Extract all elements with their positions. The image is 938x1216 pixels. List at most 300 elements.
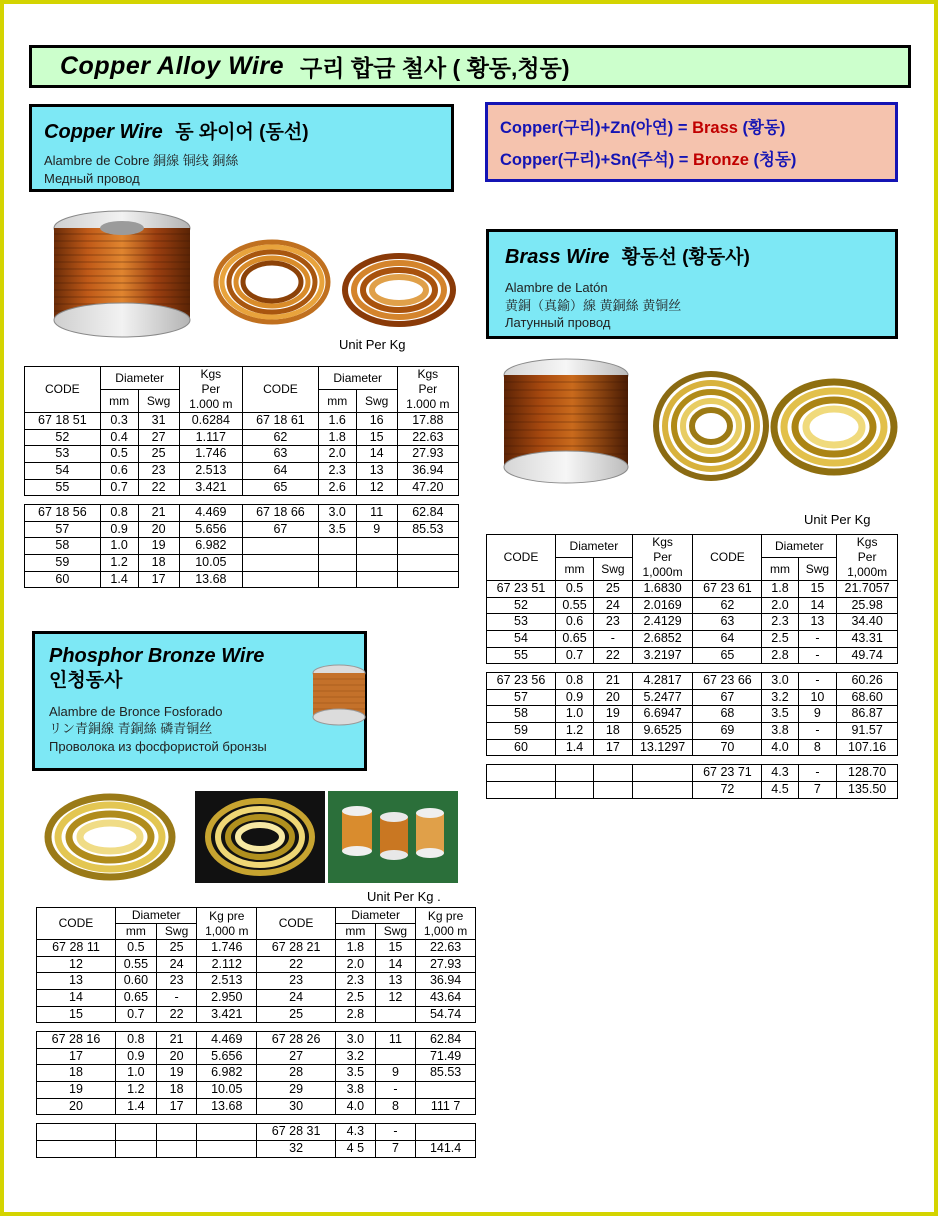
right-kgs: 60.26 [837, 673, 898, 690]
brass-col-diameter: Diameter [556, 535, 633, 558]
right-mm: 3.2 [762, 689, 798, 706]
right-kgs: 62.84 [416, 1032, 476, 1049]
left-code: 67 18 51 [25, 413, 101, 430]
table-row [25, 571, 459, 588]
right-kgs [416, 1124, 476, 1141]
table-group-separator [37, 1115, 476, 1124]
phosphor-header-en: Phosphor Bronze Wire [49, 645, 265, 667]
brass-coil-photo [646, 361, 776, 491]
brass-col-kgs-line2: Per [653, 550, 672, 564]
copper-col-kgs [179, 367, 242, 413]
right-code [243, 571, 319, 588]
left-code [487, 781, 556, 798]
phosphor-coil-photo-1 [32, 787, 192, 887]
right-mm: 4.0 [336, 1098, 376, 1115]
left-swg: 24 [594, 597, 633, 614]
left-kgs [632, 781, 693, 798]
table-row [37, 1032, 476, 1049]
left-swg: 22 [156, 1006, 197, 1023]
copper-wire-table [24, 366, 459, 588]
right-mm [318, 538, 356, 555]
brass-col-kgs-line3: 1,000m [642, 565, 683, 579]
right-code: 67 28 26 [257, 1032, 336, 1049]
right-swg: 15 [798, 581, 837, 598]
left-kgs: 3.421 [197, 1006, 257, 1023]
right-mm: 1.8 [762, 581, 798, 598]
formula-bronze-right: (청동) [748, 151, 797, 169]
right-swg: 7 [798, 781, 837, 798]
table-row [487, 647, 898, 664]
right-mm: 3.5 [762, 706, 798, 723]
left-mm [115, 1140, 156, 1157]
left-mm: 1.2 [115, 1082, 156, 1099]
left-code: 53 [487, 614, 556, 631]
table-header-row [37, 908, 476, 924]
left-code: 59 [487, 723, 556, 740]
right-kgs: 43.31 [837, 630, 898, 647]
left-code [37, 1124, 116, 1141]
table-row [25, 555, 459, 572]
right-code: 25 [257, 1006, 336, 1023]
right-code: 29 [257, 1082, 336, 1099]
left-swg [156, 1124, 197, 1141]
right-swg: 7 [375, 1140, 416, 1157]
brass-header-kr: 황동선 (황동사) [621, 247, 750, 268]
copper-col-mm-2: mm [318, 390, 356, 413]
right-kgs: 91.57 [837, 723, 898, 740]
right-swg: 11 [356, 505, 397, 522]
left-swg: 22 [594, 647, 633, 664]
right-kgs [416, 1082, 476, 1099]
left-mm: 0.60 [115, 973, 156, 990]
phosphor-col-mm: mm [115, 924, 156, 940]
table-row [25, 413, 459, 430]
right-kgs: 36.94 [397, 462, 458, 479]
left-code: 52 [25, 429, 101, 446]
left-mm: 1.0 [556, 706, 594, 723]
right-code: 32 [257, 1140, 336, 1157]
right-swg [375, 1048, 416, 1065]
left-kgs: 1.746 [179, 446, 242, 463]
copper-col-swg: Swg [138, 390, 179, 413]
right-kgs: 25.98 [837, 597, 898, 614]
right-swg: - [798, 647, 837, 664]
brass-spool-photo [486, 349, 646, 499]
brass-col-mm: mm [556, 558, 594, 581]
right-code: 64 [693, 630, 762, 647]
copper-col-code-2: CODE [243, 367, 319, 413]
left-code: 20 [37, 1098, 116, 1115]
copper-col-swg-2: Swg [356, 390, 397, 413]
brass-coil-photo-2 [766, 367, 898, 492]
copper-header-kr: 동 와이어 (동선) [175, 122, 309, 143]
left-code: 14 [37, 989, 116, 1006]
right-code: 24 [257, 989, 336, 1006]
table-group-separator [487, 756, 898, 765]
left-code: 13 [37, 973, 116, 990]
phosphor-col-code: CODE [37, 908, 116, 940]
phosphor-col-diameter: Diameter [115, 908, 196, 924]
left-code: 67 23 51 [487, 581, 556, 598]
copper-col-code: CODE [25, 367, 101, 413]
left-swg: 20 [156, 1048, 197, 1065]
right-swg: - [375, 1124, 416, 1141]
left-mm: 0.6 [556, 614, 594, 631]
copper-wire-photo-group [32, 200, 472, 350]
right-swg: - [798, 630, 837, 647]
left-kgs: 1.746 [197, 940, 257, 957]
left-mm: 0.8 [115, 1032, 156, 1049]
right-code: 67 23 66 [693, 673, 762, 690]
right-code: 62 [243, 429, 319, 446]
phosphor-spool-icon [304, 659, 374, 739]
left-mm: 0.4 [100, 429, 138, 446]
right-mm: 1.8 [318, 429, 356, 446]
copper-col-diameter-2: Diameter [318, 367, 397, 390]
left-code: 67 28 16 [37, 1032, 116, 1049]
copper-header-en: Copper Wire [44, 121, 163, 143]
brass-col-code: CODE [487, 535, 556, 581]
left-kgs: 13.1297 [632, 739, 693, 756]
right-mm: 2.5 [762, 630, 798, 647]
alloy-formula-box [485, 102, 898, 182]
table-row [487, 765, 898, 782]
right-code: 27 [257, 1048, 336, 1065]
left-kgs: 6.982 [197, 1065, 257, 1082]
phosphor-col-kg2-line2: 1,000 m [423, 923, 468, 938]
right-kgs: 43.64 [416, 989, 476, 1006]
right-code: 69 [693, 723, 762, 740]
left-mm: 1.0 [100, 538, 138, 555]
copper-col-mm: mm [100, 390, 138, 413]
left-kgs: 5.656 [179, 521, 242, 538]
right-code: 64 [243, 462, 319, 479]
formula-brass-right: (황동) [737, 119, 786, 137]
right-kgs: 85.53 [416, 1065, 476, 1082]
left-code: 57 [25, 521, 101, 538]
right-mm [318, 555, 356, 572]
brass-col-kgs2-line2: Per [857, 550, 877, 564]
left-mm: 0.65 [115, 989, 156, 1006]
left-code [487, 765, 556, 782]
phosphor-unit-label: Unit Per Kg . [367, 889, 441, 904]
formula-line-bronze [500, 146, 895, 170]
right-code: 68 [693, 706, 762, 723]
page-title-banner [29, 45, 911, 88]
left-mm [556, 781, 594, 798]
left-mm: 0.7 [115, 1006, 156, 1023]
brass-subtitle-3: Латунный провод [505, 315, 611, 331]
left-mm: 0.9 [556, 689, 594, 706]
left-mm: 0.5 [115, 940, 156, 957]
table-row [487, 581, 898, 598]
right-mm: 4.0 [762, 739, 798, 756]
brass-col-kgs2-line1: Kgs [856, 535, 878, 549]
right-swg: - [798, 673, 837, 690]
right-code: 67 28 21 [257, 940, 336, 957]
copper-col-kgs2-line2: Per [418, 382, 438, 396]
phosphor-header-kr: 인청동사 [49, 670, 123, 691]
right-code: 22 [257, 956, 336, 973]
left-swg: 19 [138, 538, 179, 555]
right-swg: 13 [375, 973, 416, 990]
page-title-kr: 구리 합금 철사 ( 황동,청동) [300, 55, 570, 81]
right-swg: 8 [375, 1098, 416, 1115]
right-kgs: 111 7 [416, 1098, 476, 1115]
right-mm: 2.3 [762, 614, 798, 631]
right-kgs: 27.93 [397, 446, 458, 463]
copper-coil-photo [207, 220, 337, 340]
table-row [37, 1082, 476, 1099]
table-row [25, 505, 459, 522]
left-swg: 25 [156, 940, 197, 957]
left-kgs: 9.6525 [632, 723, 693, 740]
right-kgs: 34.40 [837, 614, 898, 631]
table-header-row [487, 535, 898, 558]
right-mm: 2.6 [318, 479, 356, 496]
left-code: 53 [25, 446, 101, 463]
brass-col-kgs2-line3: 1,000m [847, 565, 888, 579]
left-kgs [197, 1124, 257, 1141]
right-mm: 2.0 [318, 446, 356, 463]
brass-col-diameter-2: Diameter [762, 535, 837, 558]
right-kgs: 36.94 [416, 973, 476, 990]
right-code [243, 538, 319, 555]
right-kgs: 135.50 [837, 781, 898, 798]
phosphor-spools-photo [328, 791, 458, 883]
table-row [25, 446, 459, 463]
right-code: 62 [693, 597, 762, 614]
left-swg [156, 1140, 197, 1157]
right-mm: 4 5 [336, 1140, 376, 1157]
left-code: 18 [37, 1065, 116, 1082]
table-row [37, 1140, 476, 1157]
table-row [37, 1098, 476, 1115]
left-swg: 17 [156, 1098, 197, 1115]
left-swg: 31 [138, 413, 179, 430]
copper-col-kgs-line1: Kgs [200, 367, 222, 381]
right-mm: 4.3 [762, 765, 798, 782]
left-code: 67 18 56 [25, 505, 101, 522]
right-mm: 2.0 [762, 597, 798, 614]
right-code [243, 555, 319, 572]
table-row [37, 989, 476, 1006]
left-kgs: 13.68 [197, 1098, 257, 1115]
table-row [37, 956, 476, 973]
right-mm: 2.5 [336, 989, 376, 1006]
right-code: 67 [243, 521, 319, 538]
phosphor-col-swg: Swg [156, 924, 197, 940]
left-code: 15 [37, 1006, 116, 1023]
right-swg [356, 555, 397, 572]
left-swg: 21 [594, 673, 633, 690]
formula-bronze-left: Copper(구리)+Sn(주석) = [500, 151, 694, 169]
left-kgs: 2.4129 [632, 614, 693, 631]
right-swg [356, 538, 397, 555]
table-row [487, 723, 898, 740]
brass-col-swg-2: Swg [798, 558, 837, 581]
left-swg [594, 781, 633, 798]
left-kgs: 4.469 [197, 1032, 257, 1049]
table-row [487, 689, 898, 706]
right-code: 30 [257, 1098, 336, 1115]
right-mm: 4.5 [762, 781, 798, 798]
right-kgs: 21.7057 [837, 581, 898, 598]
left-kgs: 2.0169 [632, 597, 693, 614]
table-row [25, 462, 459, 479]
left-kgs: 13.68 [179, 571, 242, 588]
right-code: 70 [693, 739, 762, 756]
right-kgs [397, 538, 458, 555]
table-row [37, 940, 476, 957]
phosphor-bronze-table [36, 907, 476, 1158]
copper-subtitle-2: Медный провод [44, 170, 140, 186]
left-mm: 0.6 [100, 462, 138, 479]
formula-brass-left: Copper(구리)+Zn(아연) = [500, 119, 693, 137]
formula-brass-word: Brass [692, 119, 738, 137]
left-swg: 19 [594, 706, 633, 723]
table-row [25, 429, 459, 446]
left-mm: 1.2 [556, 723, 594, 740]
right-mm: 3.8 [762, 723, 798, 740]
right-mm: 2.0 [336, 956, 376, 973]
table-row [487, 597, 898, 614]
left-mm: 1.4 [556, 739, 594, 756]
left-swg: 21 [156, 1032, 197, 1049]
brass-unit-label: Unit Per Kg [804, 512, 871, 527]
copper-subtitle-1: Alambre de Cobre 銅線 铜线 銅絲 [44, 153, 239, 168]
left-swg: - [156, 989, 197, 1006]
left-swg: 27 [138, 429, 179, 446]
table-header-row [25, 367, 459, 390]
right-mm: 3.5 [318, 521, 356, 538]
left-swg: 24 [156, 956, 197, 973]
right-code: 67 23 71 [693, 765, 762, 782]
table-row [487, 673, 898, 690]
table-row [487, 614, 898, 631]
right-swg [375, 1006, 416, 1023]
right-kgs: 27.93 [416, 956, 476, 973]
left-mm [115, 1124, 156, 1141]
phosphor-subtitle-1: Alambre de Bronce Fosforado [49, 703, 223, 719]
table-row [37, 1124, 476, 1141]
right-mm: 3.8 [336, 1082, 376, 1099]
left-mm: 0.7 [556, 647, 594, 664]
right-code: 28 [257, 1065, 336, 1082]
left-kgs: 2.513 [197, 973, 257, 990]
right-swg: 13 [798, 614, 837, 631]
right-code: 65 [243, 479, 319, 496]
right-swg: 16 [356, 413, 397, 430]
copper-wire-header [29, 104, 454, 192]
right-mm: 3.2 [336, 1048, 376, 1065]
table-row [487, 706, 898, 723]
left-swg: 20 [594, 689, 633, 706]
phosphor-col-diameter-2: Diameter [336, 908, 416, 924]
left-swg: 18 [594, 723, 633, 740]
phosphor-col-kg-line2: 1,000 m [205, 923, 249, 938]
brass-col-mm-2: mm [762, 558, 798, 581]
right-mm [318, 571, 356, 588]
left-code [37, 1140, 116, 1157]
left-kgs: 1.117 [179, 429, 242, 446]
brass-col-kgs [632, 535, 693, 581]
right-kgs: 107.16 [837, 739, 898, 756]
left-code: 52 [487, 597, 556, 614]
left-mm: 1.0 [115, 1065, 156, 1082]
right-mm: 2.3 [318, 462, 356, 479]
table-group-separator [37, 1023, 476, 1032]
left-kgs: 4.2817 [632, 673, 693, 690]
left-code: 55 [487, 647, 556, 664]
left-code: 60 [25, 571, 101, 588]
right-mm: 2.8 [336, 1006, 376, 1023]
phosphor-table-body [37, 940, 476, 1158]
left-mm: 0.8 [556, 673, 594, 690]
left-mm: 1.2 [100, 555, 138, 572]
brass-subtitle-2: 黄銅（真鍮）線 黄銅絲 黄铜丝 [505, 297, 682, 313]
left-kgs: 3.2197 [632, 647, 693, 664]
copper-col-diameter: Diameter [100, 367, 179, 390]
right-swg: 14 [798, 597, 837, 614]
phosphor-col-kg2-line1: Kg pre [427, 908, 464, 923]
right-swg: - [375, 1082, 416, 1099]
left-kgs: 10.05 [179, 555, 242, 572]
left-code: 57 [487, 689, 556, 706]
right-code: 72 [693, 781, 762, 798]
left-swg: - [594, 630, 633, 647]
left-mm: 1.4 [115, 1098, 156, 1115]
table-row [37, 973, 476, 990]
left-kgs: 2.513 [179, 462, 242, 479]
left-code: 55 [25, 479, 101, 496]
right-mm: 1.6 [318, 413, 356, 430]
brass-subtitle-1: Alambre de Latón [505, 280, 608, 295]
left-swg: 23 [594, 614, 633, 631]
right-code: 63 [243, 446, 319, 463]
right-mm: 2.3 [336, 973, 376, 990]
left-code: 67 23 56 [487, 673, 556, 690]
formula-line-brass [500, 114, 895, 138]
left-swg: 17 [594, 739, 633, 756]
right-swg: 8 [798, 739, 837, 756]
left-mm: 1.4 [100, 571, 138, 588]
phosphor-col-kg [197, 908, 257, 940]
right-kgs: 22.63 [397, 429, 458, 446]
brass-wire-table [486, 534, 898, 799]
right-code: 23 [257, 973, 336, 990]
right-kgs: 47.20 [397, 479, 458, 496]
right-kgs: 22.63 [416, 940, 476, 957]
left-kgs: 3.421 [179, 479, 242, 496]
left-kgs: 10.05 [197, 1082, 257, 1099]
left-code: 17 [37, 1048, 116, 1065]
table-row [37, 1006, 476, 1023]
brass-col-kgs-line1: Kgs [652, 535, 673, 549]
right-code: 65 [693, 647, 762, 664]
copper-col-kgs-line2: Per [201, 382, 221, 396]
left-swg: 20 [138, 521, 179, 538]
left-swg: 18 [138, 555, 179, 572]
right-kgs: 17.88 [397, 413, 458, 430]
right-swg: - [798, 723, 837, 740]
left-code: 58 [487, 706, 556, 723]
left-swg: 23 [156, 973, 197, 990]
right-kgs: 54.74 [416, 1006, 476, 1023]
left-swg: 25 [594, 581, 633, 598]
table-row [487, 739, 898, 756]
right-mm: 1.8 [336, 940, 376, 957]
